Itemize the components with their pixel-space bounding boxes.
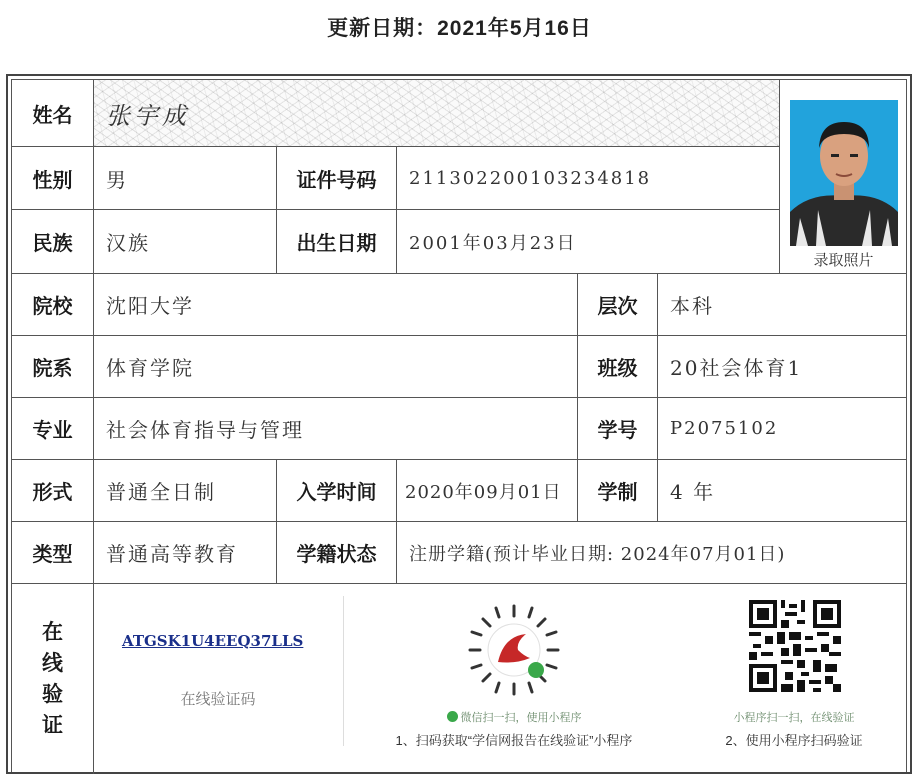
id-value: 211302200103234818 — [397, 147, 780, 210]
wechat-icon — [447, 711, 458, 722]
admission-photo — [790, 100, 898, 246]
level-label: 层次 — [578, 274, 658, 336]
gender-value: 男 — [94, 147, 277, 210]
student-no-label: 学号 — [578, 398, 658, 460]
record-frame — [6, 74, 912, 774]
ethnicity-value: 汉族 — [94, 210, 277, 274]
mini-program-caption: 微信扫一扫，使用小程序 — [399, 709, 629, 725]
class-label: 班级 — [578, 336, 658, 398]
type-value: 普通高等教育 — [94, 522, 277, 584]
verification-code-link[interactable]: ATGSK1U4EEQ37LLS — [122, 632, 304, 650]
verify-label-char: 线 — [42, 652, 63, 675]
name-field — [94, 80, 780, 147]
mini-program-code-icon[interactable] — [464, 600, 564, 700]
portrait-image — [790, 100, 898, 246]
birth-value: 2001年03月23日 — [397, 210, 780, 274]
ethnicity-label: 民族 — [12, 210, 94, 274]
photo-caption: 录取照片 — [813, 252, 874, 269]
status-value: 注册学籍(预计毕业日期: 2024年07月01日) — [397, 522, 907, 584]
qr-caption: 小程序扫一扫，在线验证 — [733, 712, 855, 724]
class-value: 20社会体育1 — [658, 336, 907, 398]
step1-text: 1、扫码获取“学信网报告在线验证”小程序 — [395, 733, 633, 748]
status-label: 学籍状态 — [277, 522, 397, 584]
qr-code-icon[interactable] — [749, 600, 841, 692]
level-value: 本科 — [658, 274, 907, 336]
enroll-label: 入学时间 — [277, 460, 397, 522]
dept-label: 院系 — [12, 336, 94, 398]
school-label: 院校 — [12, 274, 94, 336]
name-value: 张宇成 — [106, 101, 190, 130]
duration-value: 4 年 — [658, 460, 907, 522]
verify-label-char: 验 — [42, 683, 63, 706]
major-label: 专业 — [12, 398, 94, 460]
student-no-value: P2075102 — [658, 398, 907, 460]
verify-label-char: 证 — [42, 714, 63, 737]
duration-label: 学制 — [578, 460, 658, 522]
verify-panel — [94, 584, 907, 774]
photo-cell — [780, 83, 907, 274]
birth-label: 出生日期 — [277, 210, 397, 274]
gender-label: 性别 — [12, 147, 94, 210]
record-table — [11, 79, 907, 772]
name-label: 姓名 — [12, 80, 94, 147]
step2-text: 2、使用小程序扫码验证 — [725, 733, 863, 748]
enroll-value: 2020年09月01日 — [397, 460, 578, 522]
type-label: 类型 — [12, 522, 94, 584]
school-value: 沈阳大学 — [94, 274, 578, 336]
divider — [343, 596, 344, 746]
update-date: 更新日期：2021年5月16日 — [327, 17, 592, 40]
verify-label-char: 在 — [42, 621, 63, 644]
verification-code-caption: 在线验证码 — [180, 691, 256, 708]
major-value: 社会体育指导与管理 — [94, 398, 578, 460]
form-value: 普通全日制 — [94, 460, 277, 522]
dept-value: 体育学院 — [94, 336, 578, 398]
form-label: 形式 — [12, 460, 94, 522]
verify-label — [12, 584, 94, 774]
id-label: 证件号码 — [277, 147, 397, 210]
